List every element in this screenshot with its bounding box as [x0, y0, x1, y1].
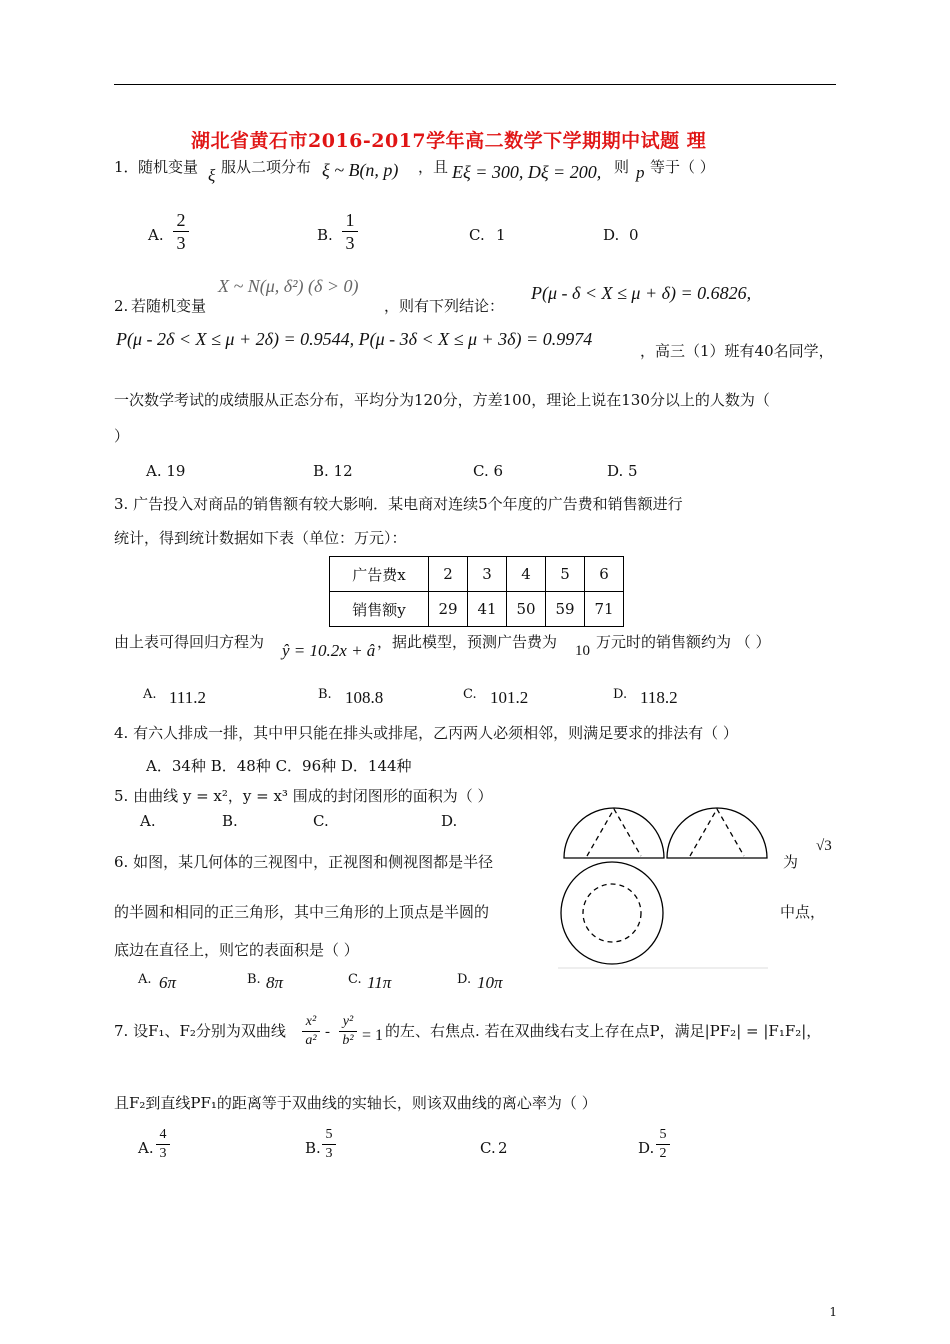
q3-line-1: 3. 广告投入对商品的销售额有较大影响．某电商对连续5个年度的广告费和销售额进行	[114, 495, 683, 513]
q1-xi: ξ	[208, 166, 216, 185]
front-view	[564, 808, 664, 858]
q6-option-c-label: C.	[348, 972, 362, 987]
q5-option-b: B.	[222, 812, 238, 830]
q7-option-c-label: C.	[480, 1139, 496, 1157]
q7-option-c-value: 2	[498, 1139, 508, 1157]
top-view	[561, 862, 663, 964]
q6-line-2: 的半圆和相同的正三角形，其中三角形的上顶点是半圆的	[114, 903, 490, 921]
q1-option-d-value: 0	[629, 226, 639, 244]
q2-formula-1: P(μ - δ < X ≤ μ + δ) = 0.6826,	[531, 283, 752, 303]
q3-option-c-value: 101.2	[490, 688, 529, 707]
q2-distribution: X ~ N(μ, δ²) (δ > 0)	[218, 276, 359, 296]
q6-wei: 为	[783, 853, 799, 871]
q7-fraction-y: y² b²	[339, 1014, 357, 1049]
q1-distribution: ξ ~ B(n, p)	[322, 160, 399, 180]
q7-option-b-label: B.	[305, 1139, 321, 1157]
q5-option-a: A.	[140, 812, 156, 830]
side-view	[667, 808, 767, 858]
q3-option-a-value: 111.2	[169, 688, 206, 707]
q5-option-d: D.	[441, 812, 458, 830]
q1-option-c-value: 1	[496, 226, 506, 244]
q6-option-a-label: A.	[138, 972, 152, 987]
q3-text-b: ，据此模型，预测广告费为	[377, 633, 558, 651]
q3-text-c: 万元时的销售额约为 （ ）	[596, 633, 771, 651]
q1-text-a: 随机变量	[138, 158, 199, 176]
q2-number: 2.	[114, 297, 129, 315]
q2-line-4: ）	[114, 427, 130, 445]
q1-option-a-fraction: 2 3	[173, 210, 189, 253]
q3-option-a-label: A.	[143, 687, 157, 702]
q5-line: 5. 由曲线 y = x²，y = x³ 围成的封闭图形的面积为（ ）	[114, 787, 493, 805]
q2-text-b: ，则有下列结论：	[384, 297, 505, 315]
q7-text-b: 的左、右焦点. 若在双曲线右支上存在点P，满足|PF₂| = |F₁F₂|，	[385, 1022, 822, 1040]
q2-text-c: ，高三（1）班有40名同学，	[640, 342, 834, 360]
table-cell: 5	[546, 557, 585, 592]
q1-p: p	[636, 163, 645, 182]
q2-option-b: B. 12	[313, 462, 353, 480]
q3-ten: 10	[575, 643, 590, 659]
q3-regression: ŷ = 10.2x + â	[282, 641, 376, 660]
q1-text-b: 服从二项分布	[221, 158, 312, 176]
table-cell: 59	[546, 592, 585, 627]
table-row	[330, 592, 624, 627]
q3-option-d-value: 118.2	[640, 688, 678, 707]
q3-line-2: 统计，得到统计数据如下表（单位：万元）：	[114, 529, 407, 547]
q3-text-a: 由上表可得回归方程为	[114, 633, 265, 651]
q3-option-b-value: 108.8	[345, 688, 384, 707]
q1-option-a-label: A.	[148, 226, 164, 244]
q6-sqrt3: √3	[816, 838, 832, 854]
q6-mid: 中点，	[780, 903, 826, 921]
q7-fraction-x: x² a²	[302, 1014, 320, 1049]
q1-text-d: 则	[614, 158, 630, 176]
q7-line-2: 且F₂到直线PF₁的距离等于双曲线的实轴长，则该双曲线的离心率为（ ）	[114, 1094, 597, 1112]
q7-text-a: 7. 设F₁、F₂分别为双曲线	[114, 1022, 286, 1040]
page-number: 1	[829, 1305, 837, 1319]
q1-option-c-label: C.	[469, 226, 485, 244]
table-cell: 71	[585, 592, 624, 627]
q1-number: 1．	[114, 158, 139, 176]
table-cell: 2	[429, 557, 468, 592]
q4-line: 4. 有六人排成一排，其中甲只能在排头或排尾，乙丙两人必须相邻，则满足要求的排法有（ ）	[114, 724, 738, 742]
q2-formula-2: P(μ - 2δ < X ≤ μ + 2δ) = 0.9544, P(μ - 3δ < X ≤ μ + 3δ) = 0.9974	[116, 329, 593, 349]
q5-option-c: C.	[313, 812, 329, 830]
q7-option-d-fraction: 5 2	[656, 1127, 670, 1162]
q1-text-c: ，且	[418, 158, 449, 176]
q3-option-d-label: D.	[613, 687, 628, 702]
table-cell: 3	[468, 557, 507, 592]
three-view-figure	[556, 800, 776, 970]
data-table	[329, 556, 624, 627]
table-cell: 29	[429, 592, 468, 627]
q7-minus: -	[325, 1024, 330, 1040]
q7-option-a-fraction: 4 3	[156, 1127, 170, 1162]
q3-option-c-label: C.	[463, 687, 477, 702]
q3-option-b-label: B.	[318, 687, 332, 702]
table-header-cell: 广告费x	[330, 557, 429, 592]
table-cell: 6	[585, 557, 624, 592]
q6-option-b-value: 8π	[266, 973, 284, 992]
q2-option-c: C. 6	[473, 462, 504, 480]
q1-option-d-label: D.	[603, 226, 620, 244]
q6-option-d-label: D.	[457, 972, 472, 987]
q6-line-3: 底边在直径上，则它的表面积是（ ）	[114, 941, 359, 959]
q2-option-a: A. 19	[146, 462, 186, 480]
q6-option-a-value: 6π	[159, 973, 177, 992]
q7-option-d-label: D.	[638, 1139, 655, 1157]
q6-line-1: 6. 如图，某几何体的三视图中，正视图和侧视图都是半径	[114, 853, 494, 871]
q2-text-a: 若随机变量	[131, 297, 207, 315]
q1-text-e: 等于（ ）	[650, 158, 715, 176]
q6-option-c-value: 11π	[367, 973, 392, 992]
q1-option-b-fraction: 1 3	[342, 210, 358, 253]
table-cell: 4	[507, 557, 546, 592]
q1-condition: Eξ = 300, Dξ = 200,	[452, 162, 602, 182]
header-rule	[114, 84, 836, 85]
q2-option-d: D. 5	[607, 462, 638, 480]
q7-option-b-fraction: 5 3	[322, 1127, 336, 1162]
table-row	[330, 557, 624, 592]
table-header-cell: 销售额y	[330, 592, 429, 627]
q6-option-b-label: B.	[247, 972, 261, 987]
q6-option-d-value: 10π	[477, 973, 503, 992]
table-cell: 41	[468, 592, 507, 627]
page-title: 湖北省黄石市2016-2017学年高二数学下学期期中试题 理	[191, 130, 707, 152]
q4-options: A．34种 B．48种 C．96种 D．144种	[146, 757, 412, 775]
q7-equals: = 1	[362, 1027, 384, 1044]
q7-option-a-label: A.	[138, 1139, 154, 1157]
q1-option-b-label: B.	[317, 226, 333, 244]
table-cell: 50	[507, 592, 546, 627]
q2-line-3: 一次数学考试的成绩服从正态分布，平均分为120分，方差100，理论上说在130分以上的人数为（	[114, 391, 770, 409]
